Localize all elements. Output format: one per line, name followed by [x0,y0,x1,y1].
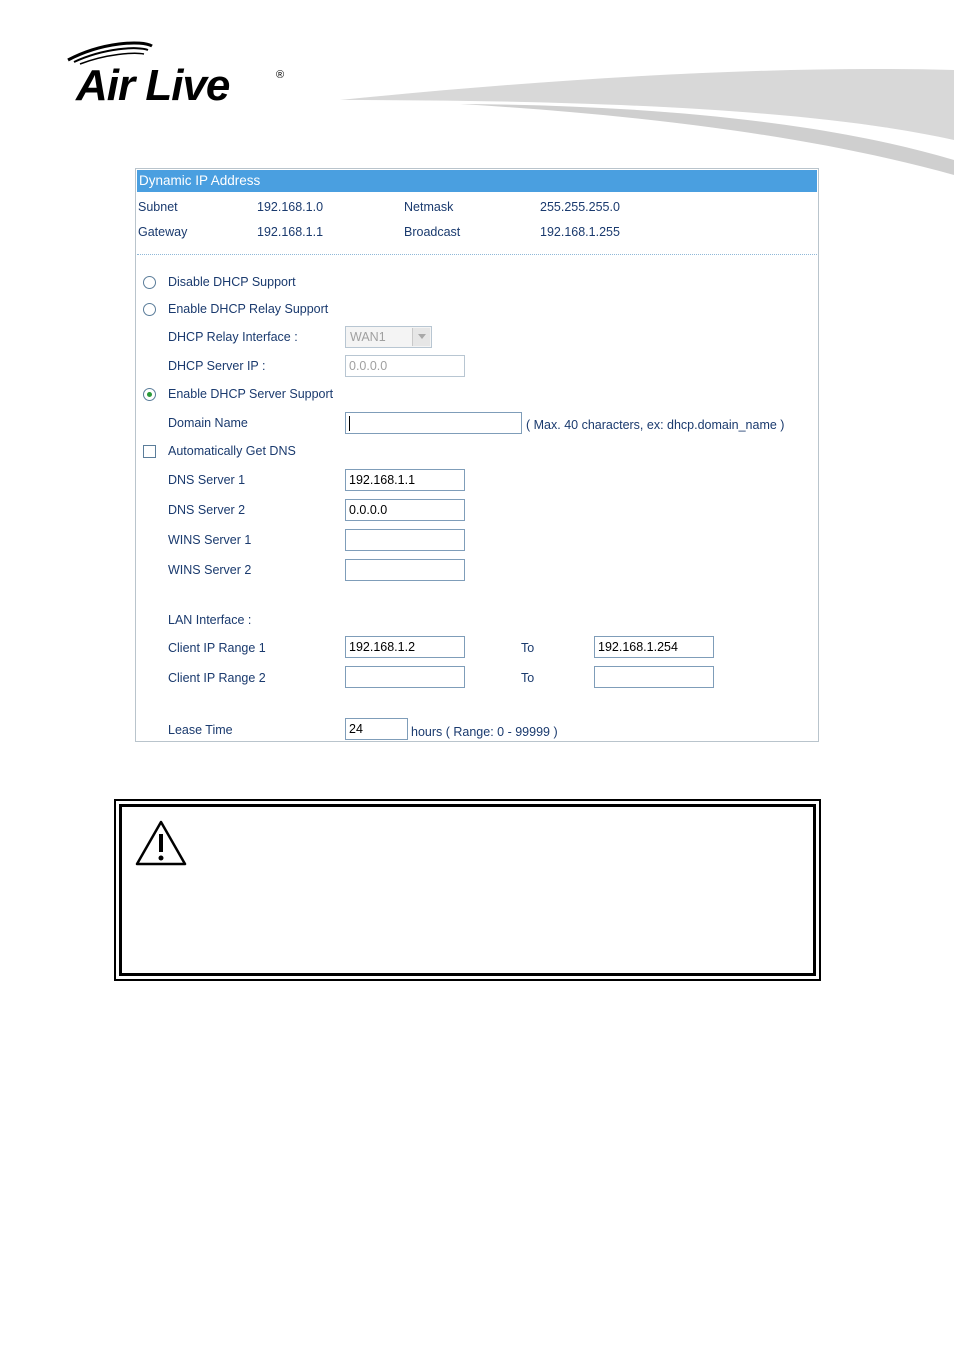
airlive-logo [62,40,292,110]
relay-interface-value: WAN1 [350,330,386,344]
subnet-value: 192.168.1.0 [257,200,324,214]
warning-box-inner [119,804,816,976]
disable-dhcp-label[interactable]: Disable DHCP Support [168,275,296,289]
range1-to-label: To [521,641,535,655]
enable-relay-radio[interactable] [143,303,156,316]
chevron-down-icon[interactable] [412,328,430,346]
wins1-input[interactable] [345,529,465,551]
broadcast-label: Broadcast [404,225,461,239]
subnet-label: Subnet [138,200,178,214]
disable-dhcp-radio[interactable] [143,276,156,289]
lease-time-label: Lease Time [168,723,233,737]
range1-start-input[interactable]: 192.168.1.2 [345,636,465,658]
auto-dns-label[interactable]: Automatically Get DNS [168,444,296,458]
warning-box [114,799,821,981]
logo-text: Air Live [76,61,230,110]
dns2-input[interactable]: 0.0.0.0 [345,499,465,521]
range2-start-input[interactable] [345,666,465,688]
warning-triangle-icon [134,819,188,867]
header-swoosh-decoration [340,60,954,180]
auto-dns-checkbox[interactable] [143,445,156,458]
enable-server-label[interactable]: Enable DHCP Server Support [168,387,334,401]
relay-interface-label: DHCP Relay Interface : [168,330,298,344]
relay-server-ip-input[interactable]: 0.0.0.0 [345,355,465,377]
netmask-label: Netmask [404,200,454,214]
panel-header: Dynamic IP Address [137,170,817,192]
lease-time-input[interactable]: 24 [345,718,408,740]
dns1-label: DNS Server 1 [168,473,246,487]
relay-server-ip-label: DHCP Server IP : [168,359,266,373]
range1-end-input[interactable]: 192.168.1.254 [594,636,714,658]
lease-time-hint: hours ( Range: 0 - 99999 ) [411,725,558,739]
broadcast-value: 192.168.1.255 [540,225,620,239]
wins2-input[interactable] [345,559,465,581]
enable-relay-label[interactable]: Enable DHCP Relay Support [168,302,329,316]
gateway-value: 192.168.1.1 [257,225,324,239]
gateway-label: Gateway [138,225,188,239]
registered-mark: ® [276,69,285,81]
domain-name-label: Domain Name [168,416,248,430]
relay-interface-select[interactable] [345,326,432,348]
dns1-input[interactable]: 192.168.1.1 [345,469,465,491]
range2-label: Client IP Range 2 [168,671,266,685]
wins2-label: WINS Server 2 [168,563,252,577]
section-divider [137,254,817,255]
lan-interface-label: LAN Interface : [168,613,252,627]
text-cursor [349,416,350,431]
wins1-label: WINS Server 1 [168,533,252,547]
domain-name-hint: ( Max. 40 characters, ex: dhcp.domain_name ) [526,418,785,432]
domain-name-input[interactable] [345,412,522,434]
enable-server-radio[interactable] [143,388,156,401]
range1-label: Client IP Range 1 [168,641,266,655]
range2-end-input[interactable] [594,666,714,688]
netmask-value: 255.255.255.0 [540,200,620,214]
range2-to-label: To [521,671,535,685]
dynamic-ip-panel [135,168,819,742]
dns2-label: DNS Server 2 [168,503,246,517]
